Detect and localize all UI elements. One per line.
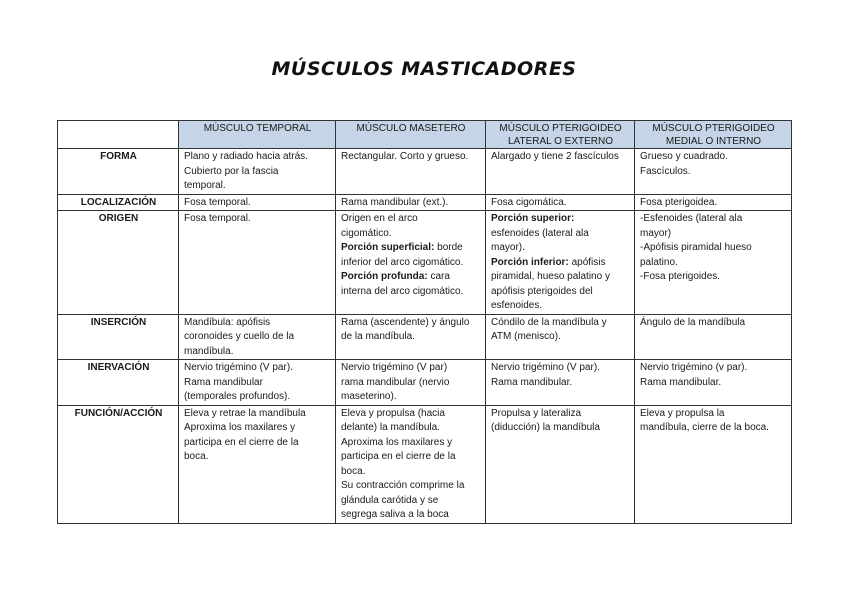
column-header: MÚSCULO PTERIGOIDEO MEDIAL O INTERNO [635,121,792,149]
cell-text: Cóndilo de la mandíbula y [491,316,607,328]
cell-text: Fosa temporal. [184,196,251,208]
cell-text: borde [434,242,463,253]
row-label: FORMA [58,149,179,195]
cell-line [491,407,630,422]
cell-text: Nervio trigémino (V par). [491,362,600,373]
table-cell [336,314,486,360]
table-cell [635,194,792,211]
table-cell [179,360,336,406]
table-cell [486,149,635,195]
table-cell [635,314,792,360]
cell-line [184,212,331,227]
row-label: LOCALIZACIÓN [58,194,179,211]
cell-text: (diducción) la mandíbula [491,422,600,433]
cell-text: Fosa temporal. [184,213,251,224]
cell-text: temporal. [184,180,226,191]
cell-line [184,316,331,331]
cell-text: Propulsa y lateraliza [491,407,582,419]
cell-line [341,196,481,211]
table-cell [179,314,336,360]
cell-line [640,376,787,391]
cell-line [640,256,787,271]
cell-text: apófisis pterigoides del [491,285,593,297]
cell-line [341,150,481,165]
cell-line [640,212,787,227]
table-row [58,149,792,195]
cell-line [491,285,630,300]
cell-line [184,165,331,180]
cell-text: glándula carótida y se [341,494,439,506]
cell-text: mandíbula. [184,345,234,357]
table-row [58,194,792,211]
cell-text: Rama mandibular. [640,376,722,388]
cell-line [341,330,481,345]
cell-line [341,285,481,300]
cell-text: -Esfenoides (lateral ala [640,213,743,224]
cell-line [184,196,331,211]
table-cell [179,211,336,315]
cell-text: delante) la mandíbula. [341,422,440,433]
cell-line [491,150,630,165]
cell-text: Nervio trigémino (V par) [341,362,448,373]
cell-line [184,390,331,405]
cell-line [491,316,630,331]
cell-text: mayor) [640,227,672,239]
cell-text: Eleva y retrae la mandíbula [184,407,306,419]
cell-line [491,270,630,285]
table-cell [336,149,486,195]
cell-line [184,407,331,422]
table-row [58,314,792,360]
cell-text: de la mandíbula. [341,331,415,342]
row-label: FUNCIÓN/ACCIÓN [58,405,179,523]
cell-text: apófisis [568,256,606,268]
table-cell [179,194,336,211]
cell-line [640,270,787,285]
cell-line [341,436,481,451]
cell-text: Aproxima los maxilares y [184,422,296,433]
row-label: INERVACIÓN [58,360,179,406]
row-label: ORIGEN [58,211,179,315]
cell-text: esfenoides. [491,300,543,311]
cell-text: interna del arco cigomático. [341,285,464,297]
bold-label: Porción inferior: [491,256,569,268]
cell-text: boca. [184,451,209,462]
cell-text: palatino. [640,256,678,268]
cell-text: (temporales profundos). [184,391,291,402]
cell-text: Plano y radiado hacia atrás. [184,151,308,162]
cell-text: Su contracción comprime la [341,480,465,491]
table-cell [336,194,486,211]
cell-text: piramidal, hueso palatino y [491,271,610,282]
cell-text: coronoides y cuello de la [184,331,295,342]
cell-line [491,256,630,271]
cell-line [491,299,630,314]
cell-line [640,316,787,331]
cell-line [491,241,630,256]
row-label: INSERCIÓN [58,314,179,360]
cell-line [341,212,481,227]
table-header-row [58,121,792,149]
cell-text: Ángulo de la mandíbula [640,316,746,328]
table-cell [486,211,635,315]
cell-line [341,316,481,331]
table-cell [179,149,336,195]
cell-line [491,196,630,211]
bold-label: Porción superficial: [341,242,435,253]
cell-line [640,227,787,242]
cell-text: Fosa pterigoidea. [640,196,718,208]
table-row [58,211,792,315]
table-cell [486,360,635,406]
cell-line [491,376,630,391]
cell-line [640,407,787,422]
table-row [58,405,792,523]
cell-line [184,330,331,345]
cell-line [341,376,481,391]
cell-text: esfenoides (lateral ala [491,227,589,239]
cell-line [640,165,787,180]
cell-line [341,421,481,436]
cell-line [640,150,787,165]
cell-line [341,465,481,480]
cell-text: Cubierto por la fascia [184,165,279,177]
cell-text: segrega saliva a la boca [341,509,449,520]
cell-line [341,494,481,509]
cell-line [491,330,630,345]
cell-text: inferior del arco cigomático. [341,256,464,268]
cell-text: cigomático. [341,227,392,239]
column-header: MÚSCULO MASETERO [336,121,486,149]
cell-text: Eleva y propulsa (hacia [341,407,445,419]
cell-line [184,376,331,391]
table-cell [486,314,635,360]
cell-line [640,361,787,376]
table-row [58,360,792,406]
cell-line [491,212,630,227]
cell-line [341,508,481,523]
cell-line [184,450,331,465]
table-cell [635,149,792,195]
cell-line [341,256,481,271]
bold-label: Porción superior: [491,213,575,224]
table-cell [336,405,486,523]
cell-text: Grueso y cuadrado. [640,151,728,162]
cell-text: Rama mandibular [184,376,263,388]
cell-line [640,196,787,211]
cell-text: Fascículos. [640,165,691,177]
table-cell [336,360,486,406]
table-cell [635,360,792,406]
cell-line [341,390,481,405]
cell-text: Origen en el arco [341,213,418,224]
cell-text: Fosa cigomática. [491,196,567,208]
cell-text: participa en el cierre de la [341,451,456,462]
cell-text: Rama mandibular (ext.). [341,196,449,208]
cell-text: Rama mandibular. [491,376,573,388]
cell-text: -Apófisis piramidal hueso [640,242,752,253]
cell-text: participa en el cierre de la [184,436,299,448]
cell-text: -Fosa pterigoides. [640,271,721,282]
table-cell [635,405,792,523]
table-cell [486,405,635,523]
cell-line [341,479,481,494]
cell-line [341,407,481,422]
table-cell [336,211,486,315]
bold-label: Porción profunda: [341,271,428,282]
cell-text: cara [427,271,450,282]
corner-cell [58,121,179,149]
cell-line [341,270,481,285]
cell-line [341,361,481,376]
cell-text: rama mandibular (nervio [341,376,450,388]
cell-text: Nervio trigémino (v par). [640,362,748,373]
cell-text: mandíbula, cierre de la boca. [640,422,769,433]
table-cell [486,194,635,211]
cell-line [341,450,481,465]
cell-text: Alargado y tiene 2 fascículos [491,151,619,162]
cell-line [491,421,630,436]
table-cell [179,405,336,523]
cell-line [640,421,787,436]
cell-line [341,241,481,256]
cell-text: mayor). [491,242,525,253]
cell-line [184,361,331,376]
cell-text: Nervio trigémino (V par). [184,362,293,373]
cell-line [491,361,630,376]
cell-line [640,241,787,256]
page-title: MÚSCULOS MASTICADORES [271,58,577,80]
cell-line [184,345,331,360]
cell-line [184,179,331,194]
cell-text: Mandíbula: apófisis [184,316,271,328]
cell-text: Rama (ascendente) y ángulo [341,316,470,328]
cell-line [491,227,630,242]
cell-text: Eleva y propulsa la [640,407,725,419]
cell-text: boca. [341,465,366,477]
cell-text: Rectangular. Corto y grueso. [341,151,469,162]
column-header: MÚSCULO TEMPORAL [179,121,336,149]
cell-text: ATM (menisco). [491,331,561,342]
cell-line [184,150,331,165]
cell-line [184,421,331,436]
cell-line [341,227,481,242]
muscles-table [57,120,792,524]
cell-line [184,436,331,451]
cell-text: Aproxima los maxilares y [341,436,453,448]
column-header: MÚSCULO PTERIGOIDEO LATERAL O EXTERNO [486,121,635,149]
cell-text: maseterino). [341,391,397,402]
table-cell [635,211,792,315]
